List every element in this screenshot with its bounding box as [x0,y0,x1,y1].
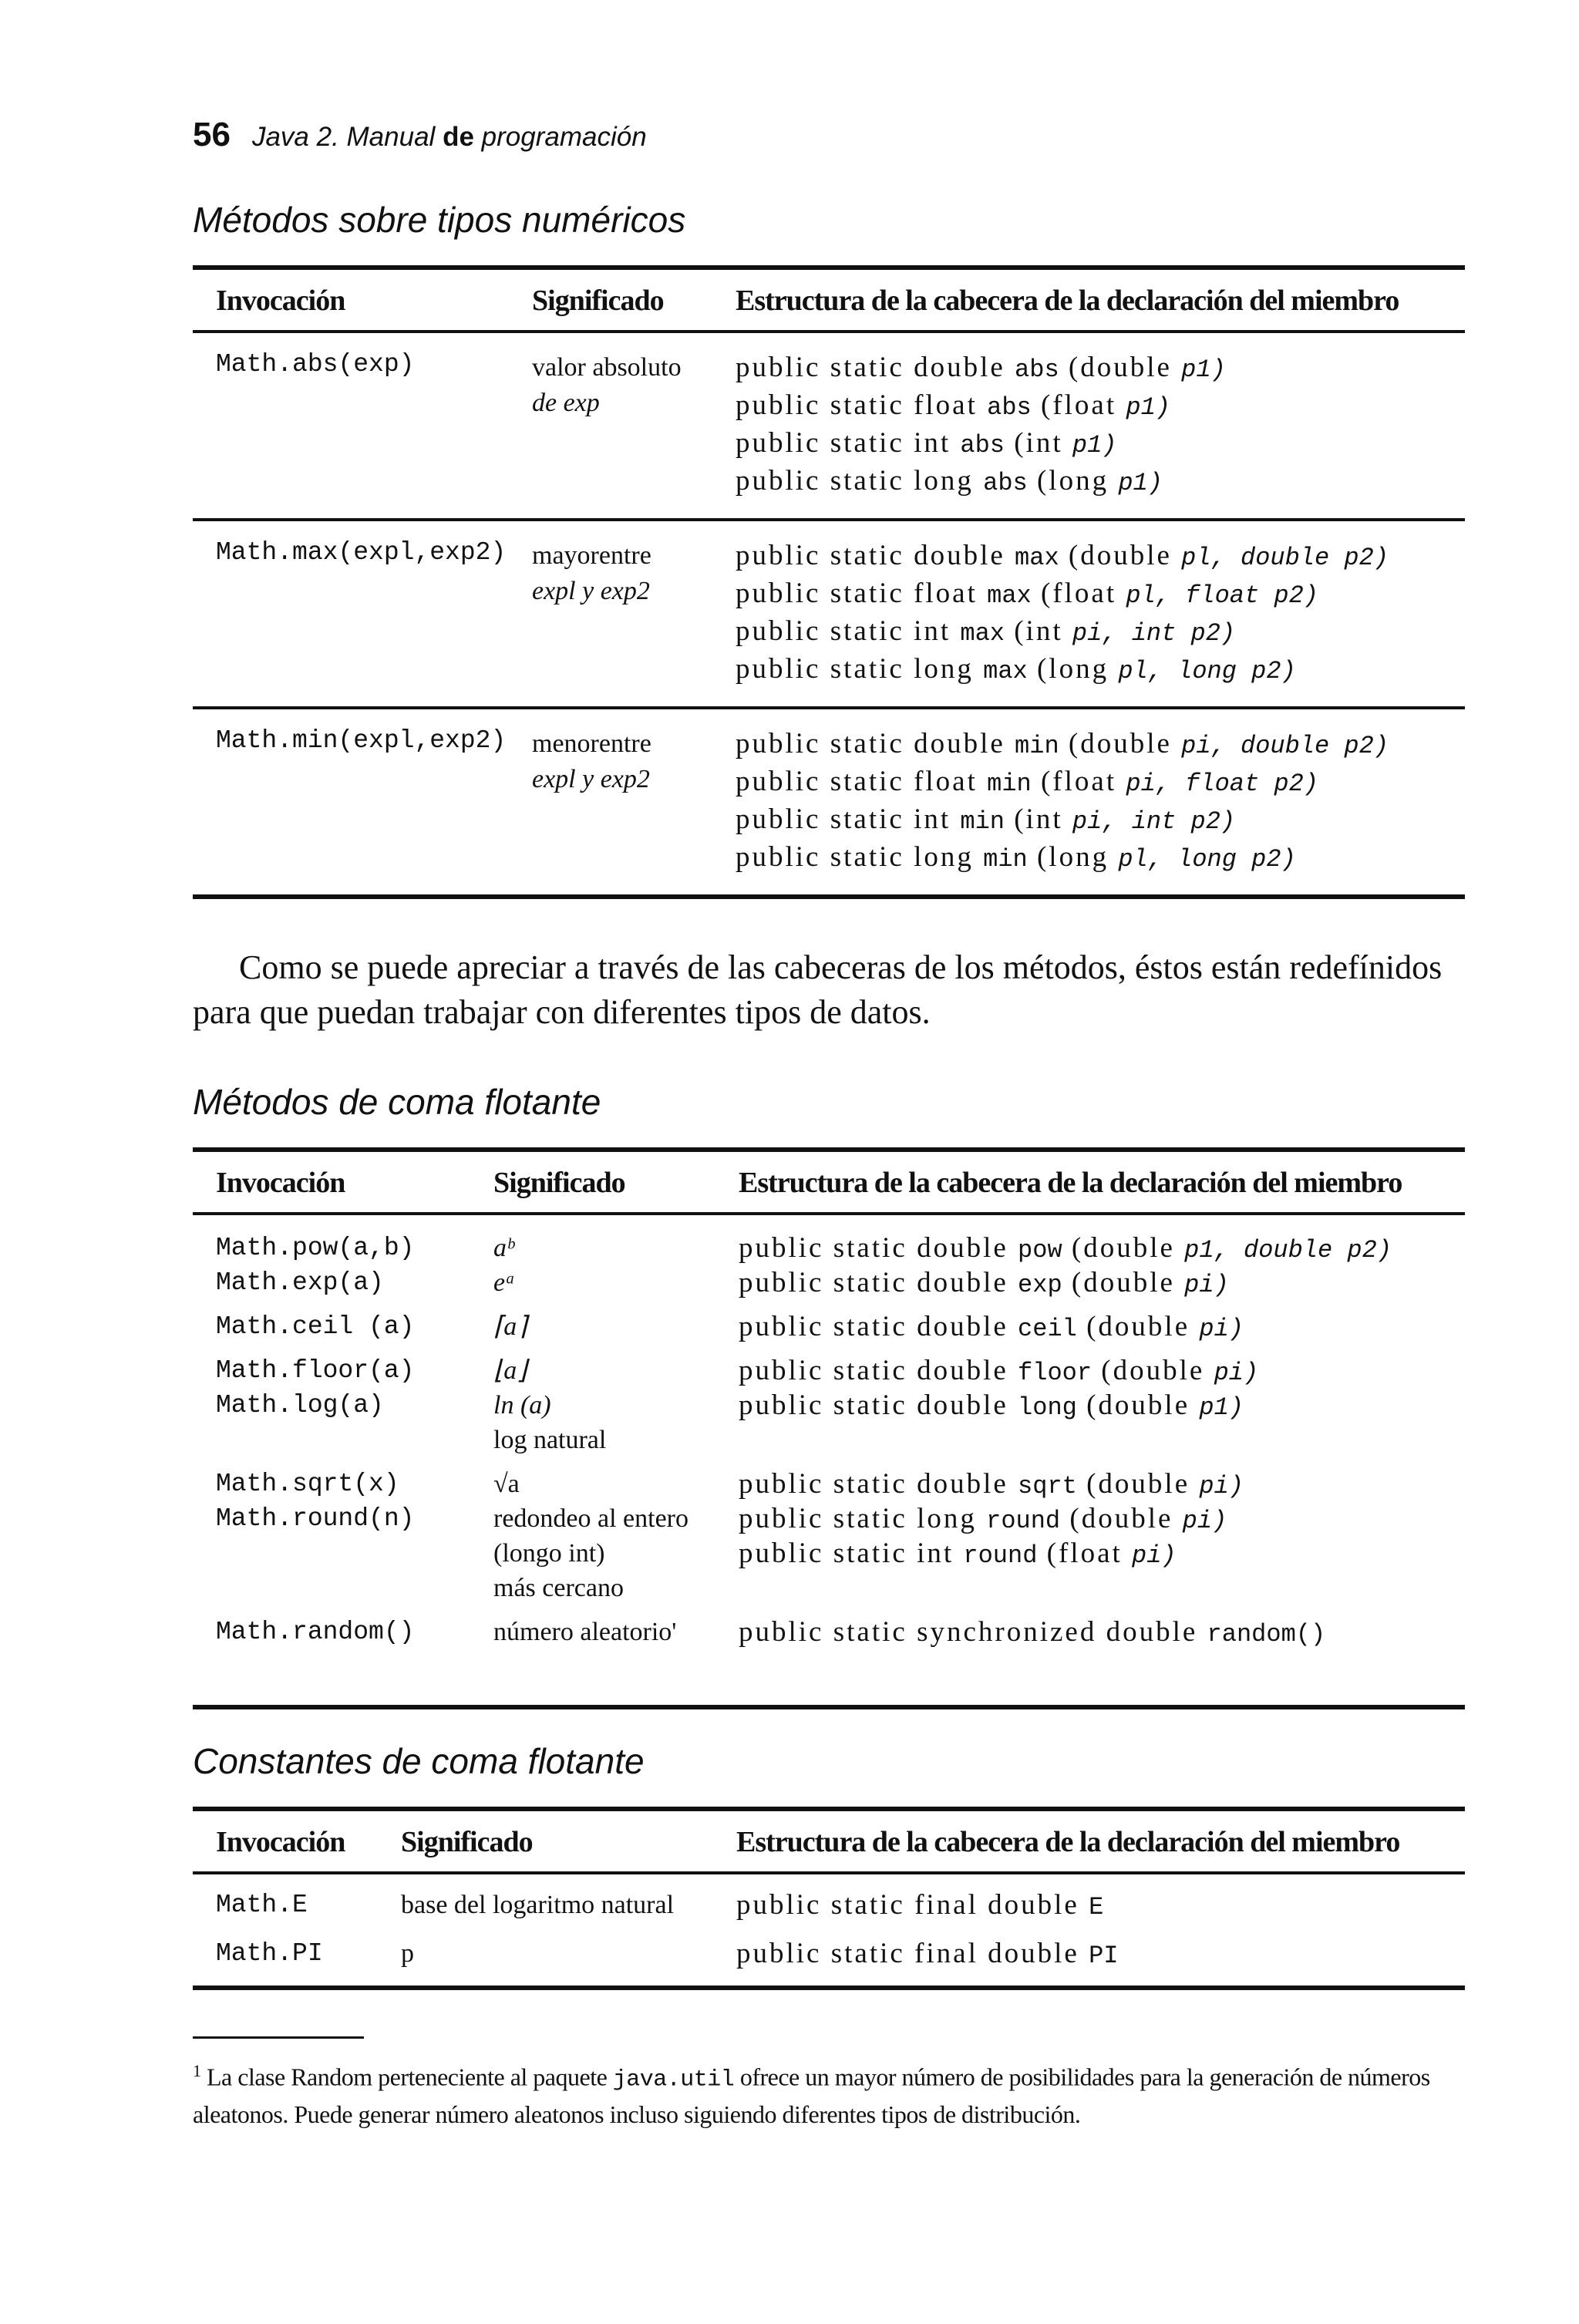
signature-cell [739,1607,1465,1707]
invocation-cell: Math.floor(a) [216,1356,415,1385]
meaning-cell: p [401,1939,414,1968]
signature-line [736,350,1465,388]
meaning-cell [532,520,736,708]
signature-line [739,1424,1465,1459]
invocation-cell: Math.sqrt(x) [216,1470,399,1498]
signature-param-name: pl, float p2) [1126,581,1318,610]
signature-param-type: (double [1068,540,1172,571]
meaning-cell: √a [493,1470,520,1498]
footnote-code: java.util [612,2066,735,2093]
signature-line [736,652,1465,689]
meaning-cell: ⌈a⌉ [493,1312,527,1341]
table-header-row [193,1150,1465,1214]
signature-cell [739,1538,1465,1572]
signature-modifiers: public static double [736,352,1005,383]
meaning-cell: aᵇ [493,1234,514,1262]
signature-cell [739,1572,1465,1607]
signature-param-type: (double [1069,1503,1173,1534]
col-header-signature: Estructura de la cabecera de la declaración del miembro [736,268,1465,332]
footnote-text-post: ofrece un mayor número de posibilidades para la generación de números aleatonos. Puede generar número aleatonos incluso siguiendo diferentes tipos de distribución. [193,2063,1430,2128]
method-name: long [1018,1393,1077,1422]
footnote-marker: 1 [193,2061,201,2080]
signature-modifiers: public static float [736,578,978,609]
signature-modifiers: public static int [736,803,951,835]
footnote-rule [193,2036,364,2039]
meaning-cell [532,332,736,520]
invocation-cell: Math.abs(exp) [216,350,415,379]
invocation-cell: Math.pow(a,b) [216,1234,415,1262]
signature-param-name: pi, float p2) [1126,770,1318,798]
meaning-line: expl y exp2 [532,765,650,793]
signature-param-type: (int [1014,803,1063,835]
meaning-cell: ln (a) [493,1391,551,1420]
book-title: Java 2. Manual de programación [251,122,647,152]
book-page [193,116,1465,2131]
method-name: abs [987,393,1032,422]
signature-line [739,1355,1465,1389]
signature-param-name: p1) [1072,431,1117,460]
table-header-row [193,268,1465,332]
constant-name: PI [1089,1942,1119,1970]
table-row [193,1459,1465,1503]
table-row [193,1302,1465,1346]
method-name: max [960,619,1005,648]
meaning-line: valor absoluto [532,353,682,382]
signature-modifiers: public static double [736,540,1005,571]
signature-param-type: (double [1071,1267,1175,1298]
table-row [193,1214,1465,1267]
signature-param-name: p1, double p2) [1184,1236,1392,1265]
method-name: max [987,581,1032,610]
signature-cell [739,1503,1465,1538]
method-name: min [960,807,1005,836]
signature-line [736,726,1465,764]
signature-param-name: pi) [1199,1315,1244,1343]
signature-modifiers: public static double [739,1468,1008,1500]
signature-cell [739,1346,1465,1389]
signature-line [736,538,1465,576]
numeric-methods-table [193,265,1465,899]
col-header-invocation: Invocación [193,1150,493,1214]
float-constants-table [193,1807,1465,1990]
table-row [193,1424,1465,1459]
meaning-cell: base del logaritmo natural [401,1891,675,1919]
signature-modifiers: public static double [739,1267,1008,1298]
invocation-cell: Math.random() [216,1618,415,1646]
method-name: ceil [1018,1315,1077,1343]
signature-param-type: (float [1040,389,1117,421]
footnote-text-pre: La clase Random perteneciente al paquete [207,2063,608,2091]
float-constants-body [193,1873,1465,1988]
signature-param-name: pi) [1214,1359,1259,1387]
float-methods-table [193,1147,1465,1709]
signature-line [736,802,1465,840]
signature-line [739,1572,1465,1607]
signature-param-name: pi) [1132,1541,1177,1570]
method-name: random() [1207,1620,1326,1649]
signature-cell [739,1389,1465,1424]
method-name: abs [983,469,1028,497]
signature-param-name: pi, int p2) [1072,619,1236,648]
meaning-cell: eᵃ [493,1268,516,1297]
signature-modifiers: public static long [736,465,974,497]
signature-line [736,840,1465,877]
signature-param-type: (double [1086,1389,1190,1421]
signature-param-type: (double [1086,1468,1190,1500]
col-header-signature: Estructura de la cabecera de la declaración del miembro [736,1809,1465,1873]
section-title-float-constants: Constantes de coma flotante [193,1741,645,1781]
signature-modifiers: public static synchronized double [739,1616,1198,1648]
signature-param-type: (long [1036,465,1109,497]
table-row [193,1346,1465,1389]
signature-cell [739,1267,1465,1302]
signature-param-name: pl, long p2) [1118,657,1296,685]
table-row [193,1267,1465,1302]
invocation-cell: Math.round(n) [216,1504,415,1533]
signature-modifiers: public static long [736,841,974,873]
method-name: abs [1015,355,1059,384]
signature-modifiers: public static double [739,1355,1008,1386]
method-name: max [983,657,1028,685]
signature-line [736,1882,1465,1931]
method-name: round [986,1507,1061,1535]
signature-line [739,1267,1465,1302]
signature-modifiers: public static long [739,1503,977,1534]
method-group-row [193,708,1465,897]
signature-line [739,1538,1465,1572]
signature-param-type: (float [1040,766,1117,797]
signature-cell [739,1302,1465,1346]
signature-param-name: pi) [1182,1507,1227,1535]
method-name: abs [960,431,1005,460]
signature-line [739,1503,1465,1538]
signature-param-name: p1) [1181,355,1226,384]
col-header-meaning: Significado [532,268,736,332]
invocation-cell: Math.max(expl,exp2) [193,520,532,708]
signature-cell [739,1459,1465,1503]
signature-param-name: p1) [1118,469,1163,497]
method-name: min [983,845,1028,874]
signature-cell [739,1214,1465,1267]
invocation-cell: Math.log(a) [216,1391,384,1420]
meaning-cell: más cercano [493,1574,624,1602]
section-title-numeric-methods: Métodos sobre tipos numéricos [193,200,686,240]
body-paragraph: Como se puede apreciar a través de las cabeceras de los métodos, éstos están redefínidos para que puedan trabajar con diferentes tipos de datos. [193,948,1443,1031]
invocation-cell [193,1424,493,1459]
meaning-line: mayorentre [532,541,651,570]
method-name: sqrt [1018,1472,1077,1500]
signature-line [736,388,1465,426]
signature-cell [736,1931,1465,1988]
signature-line [739,1616,1465,1651]
table-row [193,1873,1465,1931]
page-number: 56 [193,116,231,153]
signature-line [739,1468,1465,1503]
signature-line [736,1931,1465,1979]
signature-param-name: pl, double p2) [1181,544,1389,572]
col-header-signature: Estructura de la cabecera de la declaración del miembro [739,1150,1465,1214]
invocation-cell: Math.PI [216,1939,323,1968]
constant-name: E [1089,1893,1104,1922]
signature-param-name: pl, long p2) [1118,845,1296,874]
table-row [193,1538,1465,1572]
signature-cell [739,1424,1465,1459]
signature-param-type: (float [1040,578,1117,609]
table-row [193,1503,1465,1538]
method-name: min [987,770,1032,798]
meaning-cell: ⌊a⌋ [493,1356,527,1385]
table-row [193,1931,1465,1988]
method-name: max [1015,544,1059,572]
signature-param-name: pi, int p2) [1072,807,1236,836]
signature-modifiers: public static long [736,653,974,685]
signature-line [736,426,1465,463]
col-header-invocation: Invocación [193,268,532,332]
signature-modifiers: public static final double [736,1889,1079,1921]
invocation-cell: Math.E [216,1891,308,1919]
table-header-row [193,1809,1465,1873]
signature-param-type: (double [1071,1232,1175,1264]
signature-modifiers: public static int [739,1538,954,1569]
signature-cell [736,332,1465,520]
signature-line [736,576,1465,614]
footnote [193,2054,1465,2131]
meaning-cell: log natural [493,1426,607,1454]
signature-line [739,1232,1465,1267]
meaning-line: menorentre [532,729,651,758]
method-name: round [963,1541,1038,1570]
method-group-row [193,332,1465,520]
signature-line [739,1311,1465,1346]
invocation-cell: Math.ceil (a) [216,1312,415,1341]
signature-param-type: (long [1036,841,1109,873]
col-header-invocation: Invocación [193,1809,401,1873]
meaning-line: expl y exp2 [532,577,650,605]
invocation-cell [193,1538,493,1572]
signature-param-name: pi) [1199,1472,1244,1500]
signature-line [739,1389,1465,1424]
signature-param-type: (double [1068,728,1172,760]
signature-modifiers: public static double [739,1232,1008,1264]
signature-param-type: (double [1086,1311,1190,1342]
method-name: pow [1018,1236,1062,1265]
col-header-meaning: Significado [401,1809,736,1873]
signature-param-type: (long [1036,653,1109,685]
table-row [193,1389,1465,1424]
signature-modifiers: public static float [736,389,978,421]
signature-line [736,764,1465,802]
signature-modifiers: public static final double [736,1938,1079,1969]
method-group-row [193,520,1465,708]
signature-param-type: (double [1068,352,1172,383]
signature-modifiers: public static double [736,728,1005,760]
signature-cell [736,1873,1465,1931]
signature-line [736,614,1465,652]
signature-param-type: (int [1014,427,1063,459]
col-header-meaning: Significado [493,1150,739,1214]
signature-modifiers: public static double [739,1389,1008,1421]
invocation-cell: Math.exp(a) [216,1268,384,1297]
signature-param-type: (double [1101,1355,1205,1386]
running-head [193,116,1465,154]
signature-line [736,463,1465,501]
method-name: floor [1018,1359,1093,1387]
signature-modifiers: public static int [736,615,951,647]
invocation-cell: Math.min(expl,exp2) [193,708,532,897]
signature-param-name: p1) [1199,1393,1244,1422]
signature-param-type: (float [1046,1538,1123,1569]
meaning-cell [532,708,736,897]
signature-param-name: p1) [1126,393,1170,422]
float-methods-body [193,1214,1465,1707]
method-name: min [1015,732,1059,760]
signature-modifiers: public static float [736,766,978,797]
meaning-cell: (longo int) [493,1539,605,1568]
signature-param-name: pi, double p2) [1181,732,1389,760]
meaning-line: de exp [532,389,600,417]
signature-cell [736,708,1465,897]
invocation-cell [193,1572,493,1607]
signature-param-name: pi) [1184,1271,1229,1299]
numeric-methods-body [193,332,1465,897]
signature-cell [736,520,1465,708]
meaning-cell: número aleatorio' [493,1618,677,1646]
signature-modifiers: public static int [736,427,951,459]
method-name: exp [1018,1271,1062,1299]
signature-modifiers: public static double [739,1311,1008,1342]
section-title-float-methods: Métodos de coma flotante [193,1082,601,1122]
signature-param-type: (int [1014,615,1063,647]
table-row [193,1607,1465,1707]
table-row [193,1572,1465,1607]
meaning-cell: redondeo al entero [493,1504,688,1533]
